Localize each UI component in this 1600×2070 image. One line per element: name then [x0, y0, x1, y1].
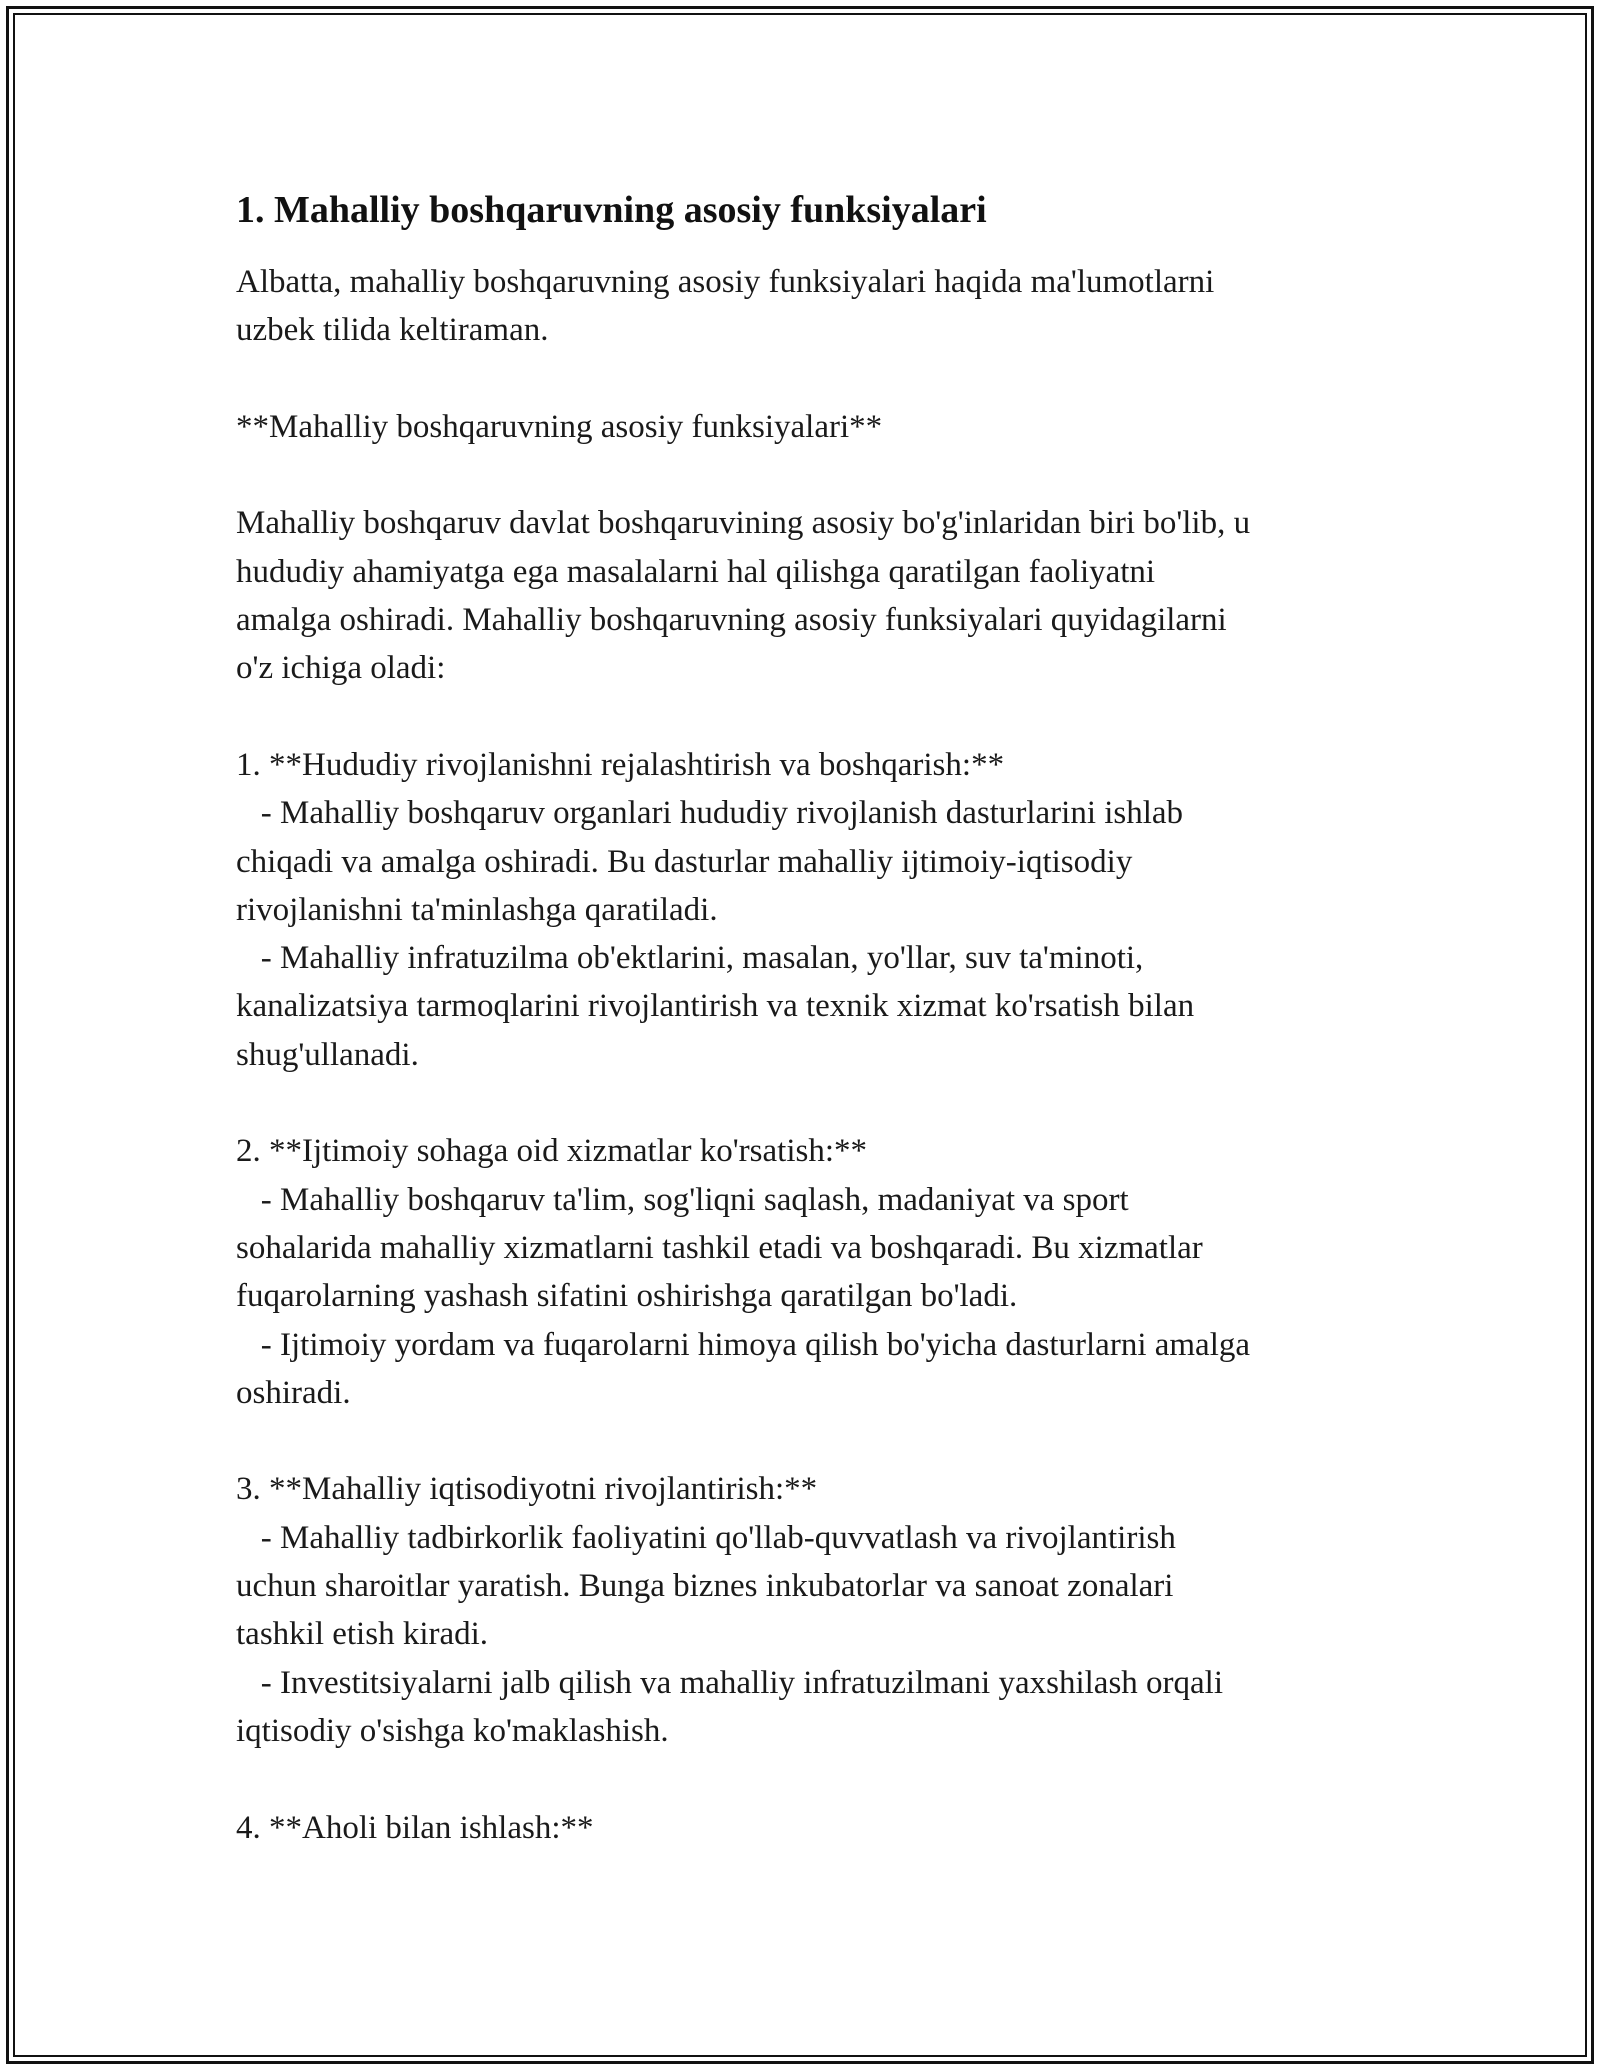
document-page: [236, 184, 1386, 1852]
document-body: Albatta, mahalliy boshqaruvning asosiy funksiyalari haqida ma'lumotlarni uzbek tilida keltiraman. **Mahalliy boshqaruvning asosiy funksiyalari** Mahalliy boshqaruv davlat boshqaruvining asosiy bo'g'inlaridan biri bo'lib, u hududiy ahamiyatga ega masalalarni hal qilishga qaratilgan faoliyatni amalga oshiradi. Mahalliy boshqaruvning asosiy funksiyalari quyidagilarni o'z ichiga oladi: 1. **Hududiy rivojlanishni rejalashtirish va boshqarish:** - Mahalliy boshqaruv organlari hududiy rivojlanish dasturlarini ishlab chiqadi va amalga oshiradi. Bu dasturlar mahalliy ijtimoiy-iqtisodiy rivojlanishni ta'minlashga qaratiladi. - Mahalliy infratuzilma ob'ektlarini, masalan, yo'llar, suv ta'minoti, kanalizatsiya tarmoqlarini rivojlantirish va texnik xizmat ko'rsatish bilan shug'ullanadi. 2. **Ijtimoiy sohaga oid xizmatlar ko'rsatish:** - Mahalliy boshqaruv ta'lim, sog'liqni saqlash, madaniyat va sport sohalarida mahalliy xizmatlarni tashkil etadi va boshqaradi. Bu xizmatlar fuqarolarning yashash sifatini oshirishga qaratilgan bo'ladi. - Ijtimoiy yordam va fuqarolarni himoya qilish bo'yicha dasturlarni amalga oshiradi. 3. **Mahalliy iqtisodiyotni rivojlantirish:** - Mahalliy tadbirkorlik faoliyatini qo'llab-quvvatlash va rivojlantirish uchun sharoitlar yaratish. Bunga biznes inkubatorlar va sanoat zonalari tashkil etish kiradi. - Investitsiyalarni jalb qilish va mahalliy infratuzilmani yaxshilash orqali iqtisodiy o'sishga ko'maklashish. 4. **Aholi bilan ishlash:**: [236, 264, 1251, 1846]
document-heading: 1. Mahalliy boshqaruvning asosiy funksiyalari: [236, 189, 987, 231]
